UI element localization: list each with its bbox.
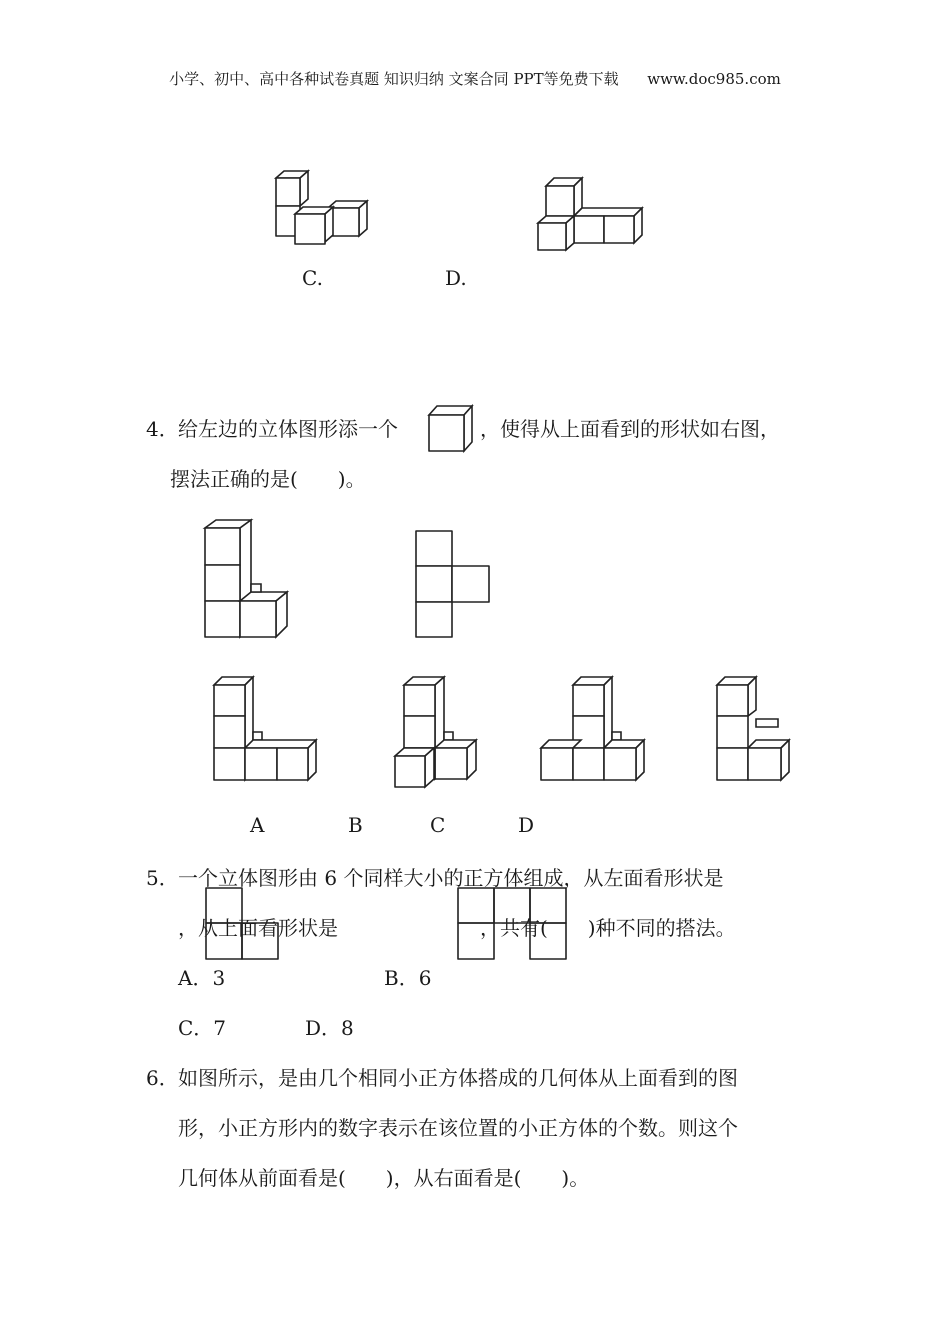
q5-line1: 一个立体图形由 6 个同样大小的正方体组成，从左面看形状是 xyxy=(178,866,724,890)
q5-line2-b: ，共有( )种不同的搭法。 xyxy=(480,916,736,940)
q5-line2-a: ，从上面看形状是 xyxy=(178,916,338,940)
header-url[interactable]: www.doc985.com xyxy=(647,70,781,88)
q3-figure-d xyxy=(534,176,644,256)
q5-top-view-figure xyxy=(456,886,568,962)
header-left-text: 小学、初中、高中各种试卷真题 知识归纳 文案合同 PPT等免费下载 xyxy=(169,70,619,88)
q3-option-d-label: D. xyxy=(445,266,467,290)
q5-choice-b: B．6 xyxy=(384,966,432,990)
q6-line2: 形，小正方形内的数字表示在该位置的小正方体的个数。则这个 xyxy=(178,1116,738,1140)
q4-top-view xyxy=(413,528,493,640)
q3-option-c-label: C. xyxy=(302,266,323,290)
q5-choice-a: A．3 xyxy=(178,966,226,990)
q5-choice-c: C．7 xyxy=(178,1016,227,1040)
q6-line1: 如图所示，是由几个相同小正方体搭成的几何体从上面看到的图 xyxy=(178,1066,738,1090)
q5-left-view-figure xyxy=(204,886,280,962)
q5-choice-d: D．8 xyxy=(305,1016,354,1040)
q5-number: 5． xyxy=(146,866,179,890)
q4-line2: 摆法正确的是( )。 xyxy=(170,467,366,491)
q4-option-b-figure xyxy=(391,672,483,792)
q4-option-d-figure xyxy=(713,672,795,784)
q4-option-a-label: A xyxy=(250,813,265,837)
q4-option-d-label: D xyxy=(518,813,535,837)
page-header xyxy=(0,68,950,89)
q6-line3: 几何体从前面看是( )，从右面看是( )。 xyxy=(178,1166,590,1190)
q4-number: 4． xyxy=(146,417,179,441)
q3-figure-c xyxy=(270,168,380,248)
q4-option-b-label: B xyxy=(348,813,363,837)
q6-number: 6． xyxy=(146,1066,179,1090)
q4-option-a-figure xyxy=(210,672,322,784)
q4-line1-a: 给左边的立体图形添一个 xyxy=(178,417,398,441)
q4-original-figure xyxy=(200,515,300,643)
q4-option-c-label: C xyxy=(430,813,446,837)
q4-line1-b: ，使得从上面看到的形状如右图， xyxy=(480,417,780,441)
q4-option-c-figure xyxy=(537,672,649,784)
q4-single-cube-icon xyxy=(426,402,478,454)
